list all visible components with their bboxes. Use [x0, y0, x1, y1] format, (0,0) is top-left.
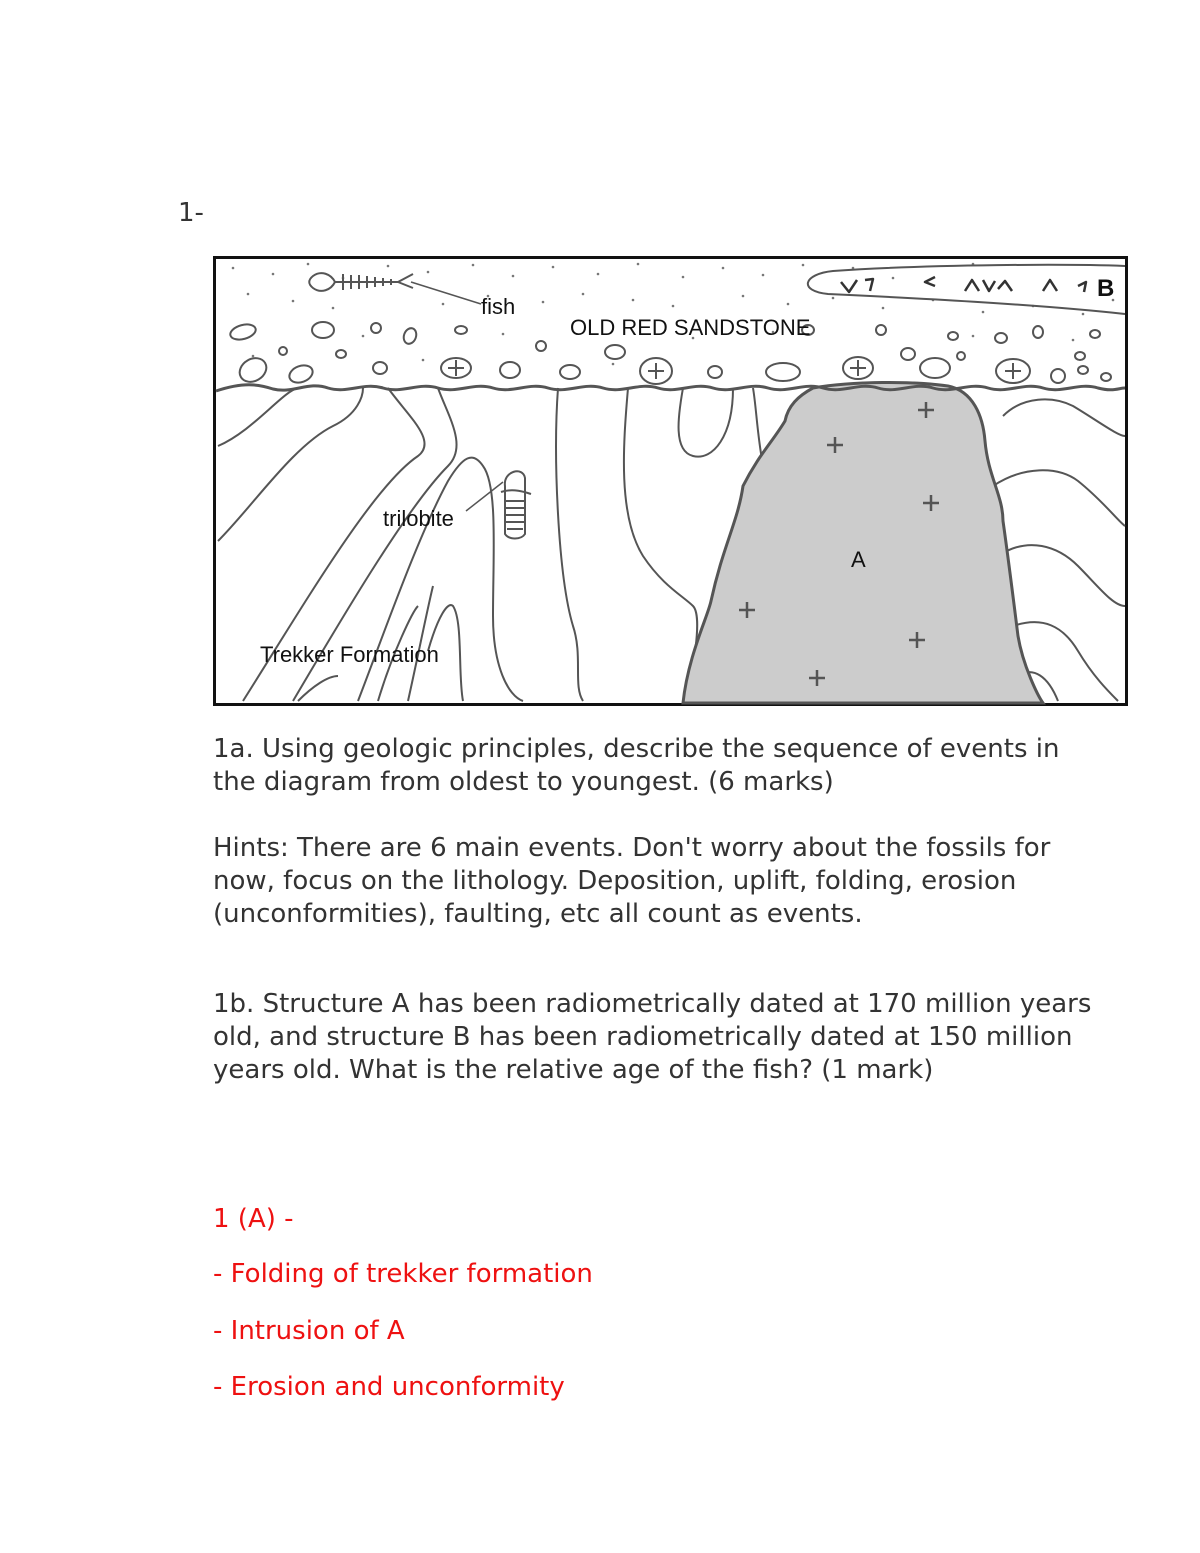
label-structure-b: B: [1097, 275, 1115, 302]
answer-item: - Folding of trekker formation: [213, 1259, 593, 1289]
question-number: 1-: [178, 198, 204, 228]
answer-heading: 1 (A) -: [213, 1204, 294, 1234]
label-structure-a: A: [851, 547, 866, 572]
label-fish: fish: [481, 294, 516, 319]
question-1a: 1a. Using geologic principles, describe the sequence of events in the diagram from oldest to youngest. (6 marks): [213, 734, 1060, 797]
label-trilobite: trilobite: [383, 506, 454, 531]
answer-item: - Erosion and unconformity: [213, 1372, 565, 1402]
question-hints: Hints: There are 6 main events. Don't worry about the fossils for now, focus on the lithology. Deposition, uplift, folding, erosion (unconformities), faulting, etc all count as events.: [213, 833, 1051, 929]
label-old-red-sandstone: OLD RED SANDSTONE: [570, 315, 811, 340]
answer-item: - Intrusion of A: [213, 1316, 405, 1346]
geologic-cross-section-diagram: [213, 256, 1128, 706]
question-1b: 1b. Structure A has been radiometrically dated at 170 million years old, and structure B has been radiometrically dated at 150 million years old. What is the relative age of the fish? (1 mark): [213, 989, 1092, 1085]
label-trekker-formation: Trekker Formation: [260, 642, 439, 667]
